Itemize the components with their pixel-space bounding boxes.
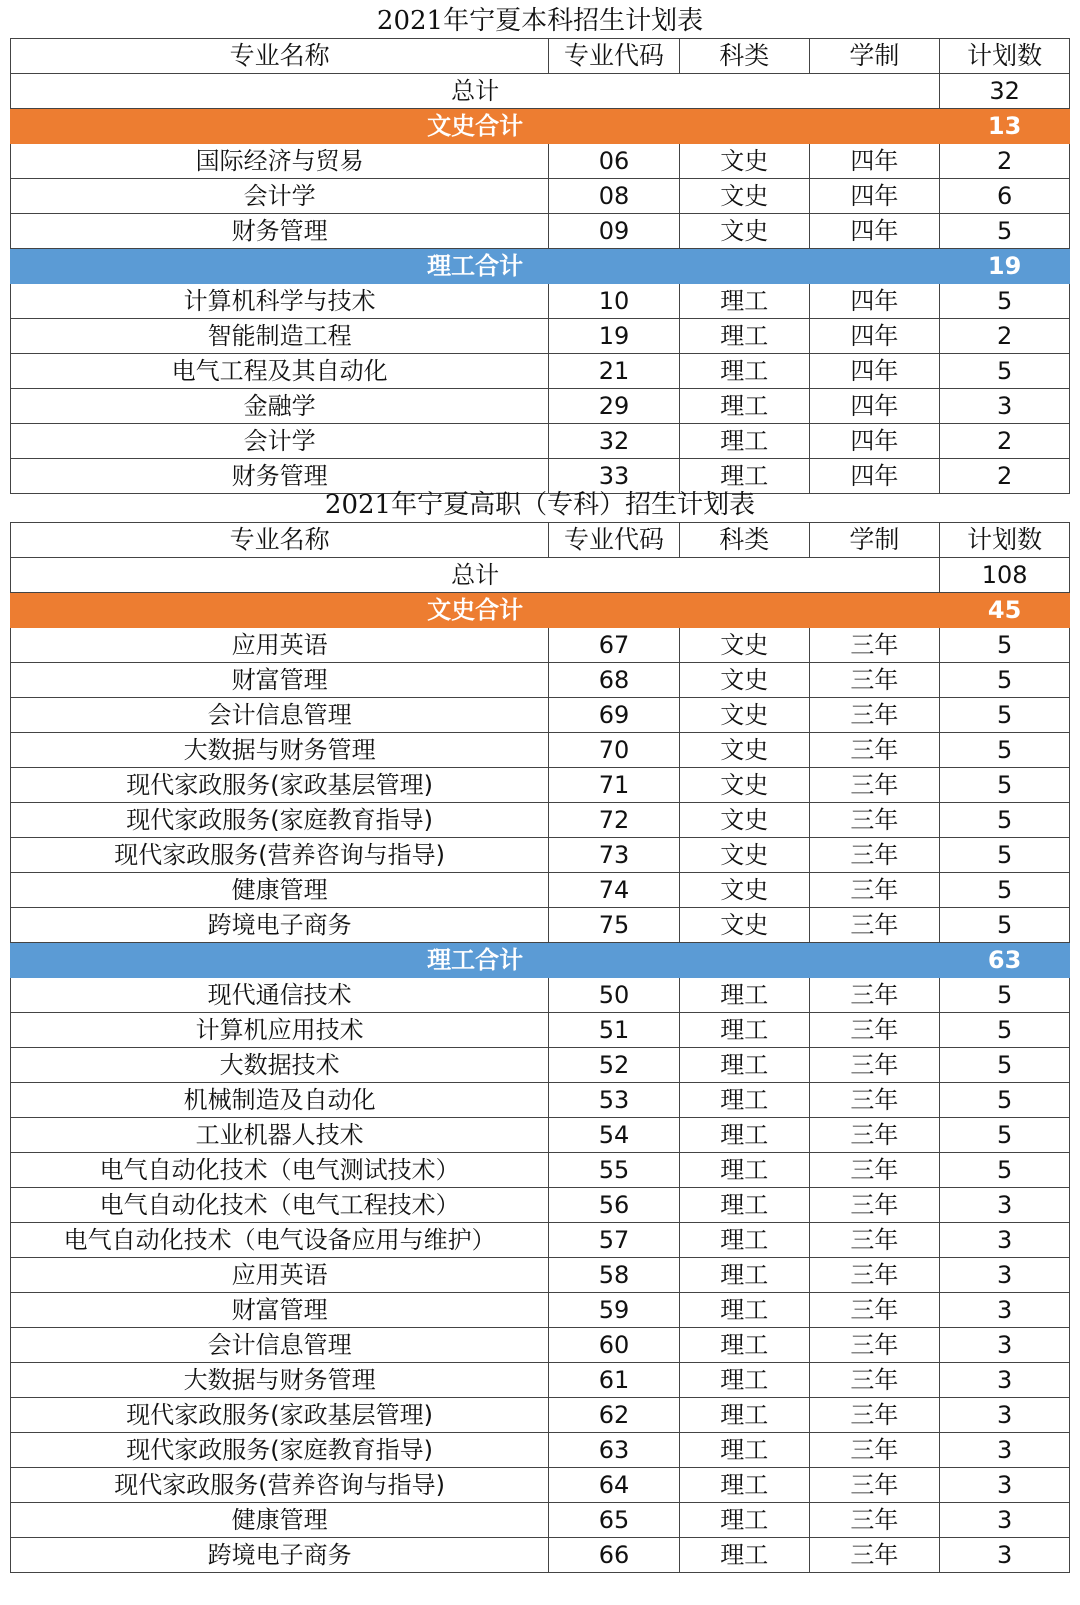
- plan-count: 5: [940, 768, 1070, 803]
- major-code: 68: [549, 663, 680, 698]
- duration: 四年: [809, 424, 940, 459]
- plan-count: 5: [940, 838, 1070, 873]
- duration: 三年: [809, 1188, 940, 1223]
- table-row: [11, 144, 1070, 179]
- plan-count: 3: [940, 1223, 1070, 1258]
- major-name: 健康管理: [11, 1503, 549, 1538]
- major-name: 现代家政服务(营养咨询与指导): [11, 1468, 549, 1503]
- table1-title: 2021年宁夏本科招生计划表: [376, 6, 704, 36]
- plan-count: 3: [940, 1398, 1070, 1433]
- major-name: 金融学: [11, 389, 549, 424]
- table-row: [11, 1398, 1070, 1433]
- plan-count: 3: [940, 1328, 1070, 1363]
- plan-count: 3: [940, 1538, 1070, 1573]
- major-name: 大数据技术: [11, 1048, 549, 1083]
- plan-count: 5: [940, 663, 1070, 698]
- major-name: 应用英语: [11, 628, 549, 663]
- major-name: 大数据与财务管理: [11, 733, 549, 768]
- header-category: 科类: [679, 39, 809, 74]
- major-name: 电气自动化技术（电气设备应用与维护）: [11, 1223, 549, 1258]
- category: 文史: [679, 733, 809, 768]
- plan-count: 5: [940, 1013, 1070, 1048]
- total-label: 总计: [11, 74, 940, 109]
- plan-count: 2: [940, 319, 1070, 354]
- major-code: 06: [549, 144, 680, 179]
- category: 理工: [679, 1083, 809, 1118]
- table-row: [11, 1468, 1070, 1503]
- category: 文史: [679, 663, 809, 698]
- li-subtotal-row: [11, 943, 1070, 978]
- duration: 四年: [809, 179, 940, 214]
- table-row: [11, 284, 1070, 319]
- major-code: 69: [549, 698, 680, 733]
- major-name: 会计信息管理: [11, 1328, 549, 1363]
- table-row: [11, 1048, 1070, 1083]
- wen-subtotal-label: 文史合计: [11, 109, 940, 144]
- category: 理工: [679, 1328, 809, 1363]
- li-subtotal-row: [11, 249, 1070, 284]
- category: 文史: [679, 179, 809, 214]
- duration: 三年: [809, 1048, 940, 1083]
- table-row: [11, 1153, 1070, 1188]
- major-name: 现代家政服务(家政基层管理): [11, 1398, 549, 1433]
- category: 理工: [679, 424, 809, 459]
- header-plan-count: 计划数: [940, 523, 1070, 558]
- category: 理工: [679, 1258, 809, 1293]
- table-row: [11, 628, 1070, 663]
- major-name: 现代家政服务(营养咨询与指导): [11, 838, 549, 873]
- major-code: 65: [549, 1503, 680, 1538]
- category: 文史: [679, 214, 809, 249]
- li-subtotal-label: 理工合计: [11, 943, 940, 978]
- major-code: 55: [549, 1153, 680, 1188]
- plan-count: 5: [940, 733, 1070, 768]
- plan-count: 5: [940, 214, 1070, 249]
- li-subtotal-value: 63: [940, 943, 1070, 978]
- table-row: [11, 424, 1070, 459]
- table-row: [11, 1363, 1070, 1398]
- major-name: 健康管理: [11, 873, 549, 908]
- plan-count: 3: [940, 389, 1070, 424]
- duration: 三年: [809, 698, 940, 733]
- table-row: [11, 319, 1070, 354]
- major-name: 电气自动化技术（电气工程技术）: [11, 1188, 549, 1223]
- duration: 三年: [809, 663, 940, 698]
- major-code: 66: [549, 1538, 680, 1573]
- major-code: 56: [549, 1188, 680, 1223]
- table-row: [11, 389, 1070, 424]
- header-major-code: 专业代码: [549, 523, 680, 558]
- header-duration: 学制: [809, 39, 940, 74]
- category: 理工: [679, 1048, 809, 1083]
- table-row: [11, 733, 1070, 768]
- duration: 三年: [809, 1538, 940, 1573]
- table-row: [11, 978, 1070, 1013]
- plan-count: 3: [940, 1468, 1070, 1503]
- duration: 三年: [809, 873, 940, 908]
- plan-count: 5: [940, 908, 1070, 943]
- category: 理工: [679, 978, 809, 1013]
- category: 文史: [679, 908, 809, 943]
- table-row: [11, 1433, 1070, 1468]
- duration: 三年: [809, 1258, 940, 1293]
- plan-count: 2: [940, 424, 1070, 459]
- table-row: [11, 1118, 1070, 1153]
- header-major-name: 专业名称: [11, 39, 549, 74]
- category: 文史: [679, 144, 809, 179]
- major-code: 72: [549, 803, 680, 838]
- table-row: [11, 908, 1070, 943]
- category: 文史: [679, 698, 809, 733]
- plan-count: 5: [940, 354, 1070, 389]
- duration: 三年: [809, 1433, 940, 1468]
- header-duration: 学制: [809, 523, 940, 558]
- category: 理工: [679, 354, 809, 389]
- major-code: 32: [549, 424, 680, 459]
- major-name: 大数据与财务管理: [11, 1363, 549, 1398]
- table-row: [11, 663, 1070, 698]
- category: 文史: [679, 803, 809, 838]
- category: 理工: [679, 1153, 809, 1188]
- major-code: 71: [549, 768, 680, 803]
- vocational-plan-table: [10, 522, 1070, 1573]
- total-value: 108: [940, 558, 1070, 593]
- category: 理工: [679, 1293, 809, 1328]
- table-row: [11, 1538, 1070, 1573]
- category: 文史: [679, 838, 809, 873]
- category: 理工: [679, 319, 809, 354]
- duration: 三年: [809, 803, 940, 838]
- major-name: 现代家政服务(家庭教育指导): [11, 803, 549, 838]
- duration: 四年: [809, 354, 940, 389]
- major-code: 67: [549, 628, 680, 663]
- table-row: [11, 768, 1070, 803]
- category: 理工: [679, 1503, 809, 1538]
- plan-count: 5: [940, 873, 1070, 908]
- wen-subtotal-value: 45: [940, 593, 1070, 628]
- major-code: 33: [549, 459, 680, 494]
- table-row: [11, 1328, 1070, 1363]
- plan-count: 3: [940, 1433, 1070, 1468]
- category: 理工: [679, 1468, 809, 1503]
- duration: 三年: [809, 978, 940, 1013]
- total-row: [11, 74, 1070, 109]
- duration: 三年: [809, 1083, 940, 1118]
- duration: 三年: [809, 1223, 940, 1258]
- wen-subtotal-row: [11, 109, 1070, 144]
- duration: 四年: [809, 389, 940, 424]
- major-name: 会计学: [11, 179, 549, 214]
- major-code: 50: [549, 978, 680, 1013]
- major-name: 国际经济与贸易: [11, 144, 549, 179]
- table-row: [11, 214, 1070, 249]
- category: 理工: [679, 1433, 809, 1468]
- category: 理工: [679, 1118, 809, 1153]
- major-name: 财务管理: [11, 214, 549, 249]
- header-major-code: 专业代码: [549, 39, 680, 74]
- table-row: [11, 179, 1070, 214]
- category: 理工: [679, 459, 809, 494]
- major-name: 电气自动化技术（电气测试技术）: [11, 1153, 549, 1188]
- category: 理工: [679, 1013, 809, 1048]
- major-code: 74: [549, 873, 680, 908]
- major-code: 52: [549, 1048, 680, 1083]
- major-code: 61: [549, 1363, 680, 1398]
- category: 文史: [679, 768, 809, 803]
- plan-count: 5: [940, 978, 1070, 1013]
- duration: 三年: [809, 1328, 940, 1363]
- table-row: [11, 838, 1070, 873]
- category: 理工: [679, 389, 809, 424]
- major-name: 现代家政服务(家政基层管理): [11, 768, 549, 803]
- plan-count: 5: [940, 1153, 1070, 1188]
- total-label: 总计: [11, 558, 940, 593]
- undergrad-plan-table: [10, 38, 1070, 494]
- plan-count: 3: [940, 1503, 1070, 1538]
- category: 文史: [679, 628, 809, 663]
- plan-count: 5: [940, 1083, 1070, 1118]
- wen-subtotal-value: 13: [940, 109, 1070, 144]
- table2-title: 2021年宁夏高职（专科）招生计划表: [324, 490, 756, 520]
- major-name: 应用英语: [11, 1258, 549, 1293]
- table-row: [11, 1503, 1070, 1538]
- major-code: 62: [549, 1398, 680, 1433]
- header-category: 科类: [679, 523, 809, 558]
- major-name: 财富管理: [11, 663, 549, 698]
- duration: 四年: [809, 214, 940, 249]
- category: 理工: [679, 284, 809, 319]
- total-row: [11, 558, 1070, 593]
- header-row: [11, 523, 1070, 558]
- major-code: 57: [549, 1223, 680, 1258]
- duration: 四年: [809, 459, 940, 494]
- table-row: [11, 354, 1070, 389]
- major-code: 10: [549, 284, 680, 319]
- table-row: [11, 1223, 1070, 1258]
- table-row: [11, 698, 1070, 733]
- major-code: 54: [549, 1118, 680, 1153]
- major-name: 跨境电子商务: [11, 1538, 549, 1573]
- major-code: 09: [549, 214, 680, 249]
- duration: 三年: [809, 1013, 940, 1048]
- plan-count: 2: [940, 459, 1070, 494]
- major-code: 63: [549, 1433, 680, 1468]
- major-code: 70: [549, 733, 680, 768]
- duration: 四年: [809, 284, 940, 319]
- duration: 三年: [809, 733, 940, 768]
- duration: 三年: [809, 908, 940, 943]
- li-subtotal-value: 19: [940, 249, 1070, 284]
- major-code: 19: [549, 319, 680, 354]
- major-name: 计算机应用技术: [11, 1013, 549, 1048]
- table-row: [11, 1293, 1070, 1328]
- major-code: 64: [549, 1468, 680, 1503]
- wen-subtotal-row: [11, 593, 1070, 628]
- major-name: 电气工程及其自动化: [11, 354, 549, 389]
- major-code: 75: [549, 908, 680, 943]
- plan-count: 5: [940, 1048, 1070, 1083]
- header-major-name: 专业名称: [11, 523, 549, 558]
- plan-count: 6: [940, 179, 1070, 214]
- table-row: [11, 873, 1070, 908]
- major-code: 53: [549, 1083, 680, 1118]
- major-code: 08: [549, 179, 680, 214]
- plan-count: 5: [940, 628, 1070, 663]
- wen-subtotal-label: 文史合计: [11, 593, 940, 628]
- table-row: [11, 1083, 1070, 1118]
- major-name: 现代通信技术: [11, 978, 549, 1013]
- major-name: 财富管理: [11, 1293, 549, 1328]
- major-name: 会计学: [11, 424, 549, 459]
- category: 理工: [679, 1538, 809, 1573]
- li-subtotal-label: 理工合计: [11, 249, 940, 284]
- plan-count: 2: [940, 144, 1070, 179]
- plan-count: 5: [940, 284, 1070, 319]
- major-name: 机械制造及自动化: [11, 1083, 549, 1118]
- duration: 三年: [809, 768, 940, 803]
- major-code: 58: [549, 1258, 680, 1293]
- duration: 四年: [809, 144, 940, 179]
- category: 理工: [679, 1363, 809, 1398]
- duration: 三年: [809, 628, 940, 663]
- header-row: [11, 39, 1070, 74]
- major-code: 73: [549, 838, 680, 873]
- plan-count: 5: [940, 1118, 1070, 1153]
- plan-count: 3: [940, 1258, 1070, 1293]
- major-code: 60: [549, 1328, 680, 1363]
- major-name: 工业机器人技术: [11, 1118, 549, 1153]
- duration: 三年: [809, 1468, 940, 1503]
- category: 理工: [679, 1398, 809, 1433]
- major-name: 计算机科学与技术: [11, 284, 549, 319]
- total-value: 32: [940, 74, 1070, 109]
- plan-count: 3: [940, 1293, 1070, 1328]
- category: 理工: [679, 1188, 809, 1223]
- major-code: 29: [549, 389, 680, 424]
- table-row: [11, 1013, 1070, 1048]
- duration: 三年: [809, 838, 940, 873]
- major-name: 跨境电子商务: [11, 908, 549, 943]
- major-name: 财务管理: [11, 459, 549, 494]
- table-row: [11, 1188, 1070, 1223]
- table-row: [11, 803, 1070, 838]
- category: 理工: [679, 1223, 809, 1258]
- category: 文史: [679, 873, 809, 908]
- major-name: 智能制造工程: [11, 319, 549, 354]
- duration: 三年: [809, 1153, 940, 1188]
- plan-count: 3: [940, 1188, 1070, 1223]
- major-code: 21: [549, 354, 680, 389]
- major-name: 会计信息管理: [11, 698, 549, 733]
- duration: 三年: [809, 1363, 940, 1398]
- table-row: [11, 1258, 1070, 1293]
- duration: 三年: [809, 1118, 940, 1153]
- duration: 四年: [809, 319, 940, 354]
- major-name: 现代家政服务(家庭教育指导): [11, 1433, 549, 1468]
- major-code: 59: [549, 1293, 680, 1328]
- plan-count: 3: [940, 1363, 1070, 1398]
- plan-count: 5: [940, 698, 1070, 733]
- duration: 三年: [809, 1503, 940, 1538]
- major-code: 51: [549, 1013, 680, 1048]
- duration: 三年: [809, 1293, 940, 1328]
- plan-count: 5: [940, 803, 1070, 838]
- duration: 三年: [809, 1398, 940, 1433]
- header-plan-count: 计划数: [940, 39, 1070, 74]
